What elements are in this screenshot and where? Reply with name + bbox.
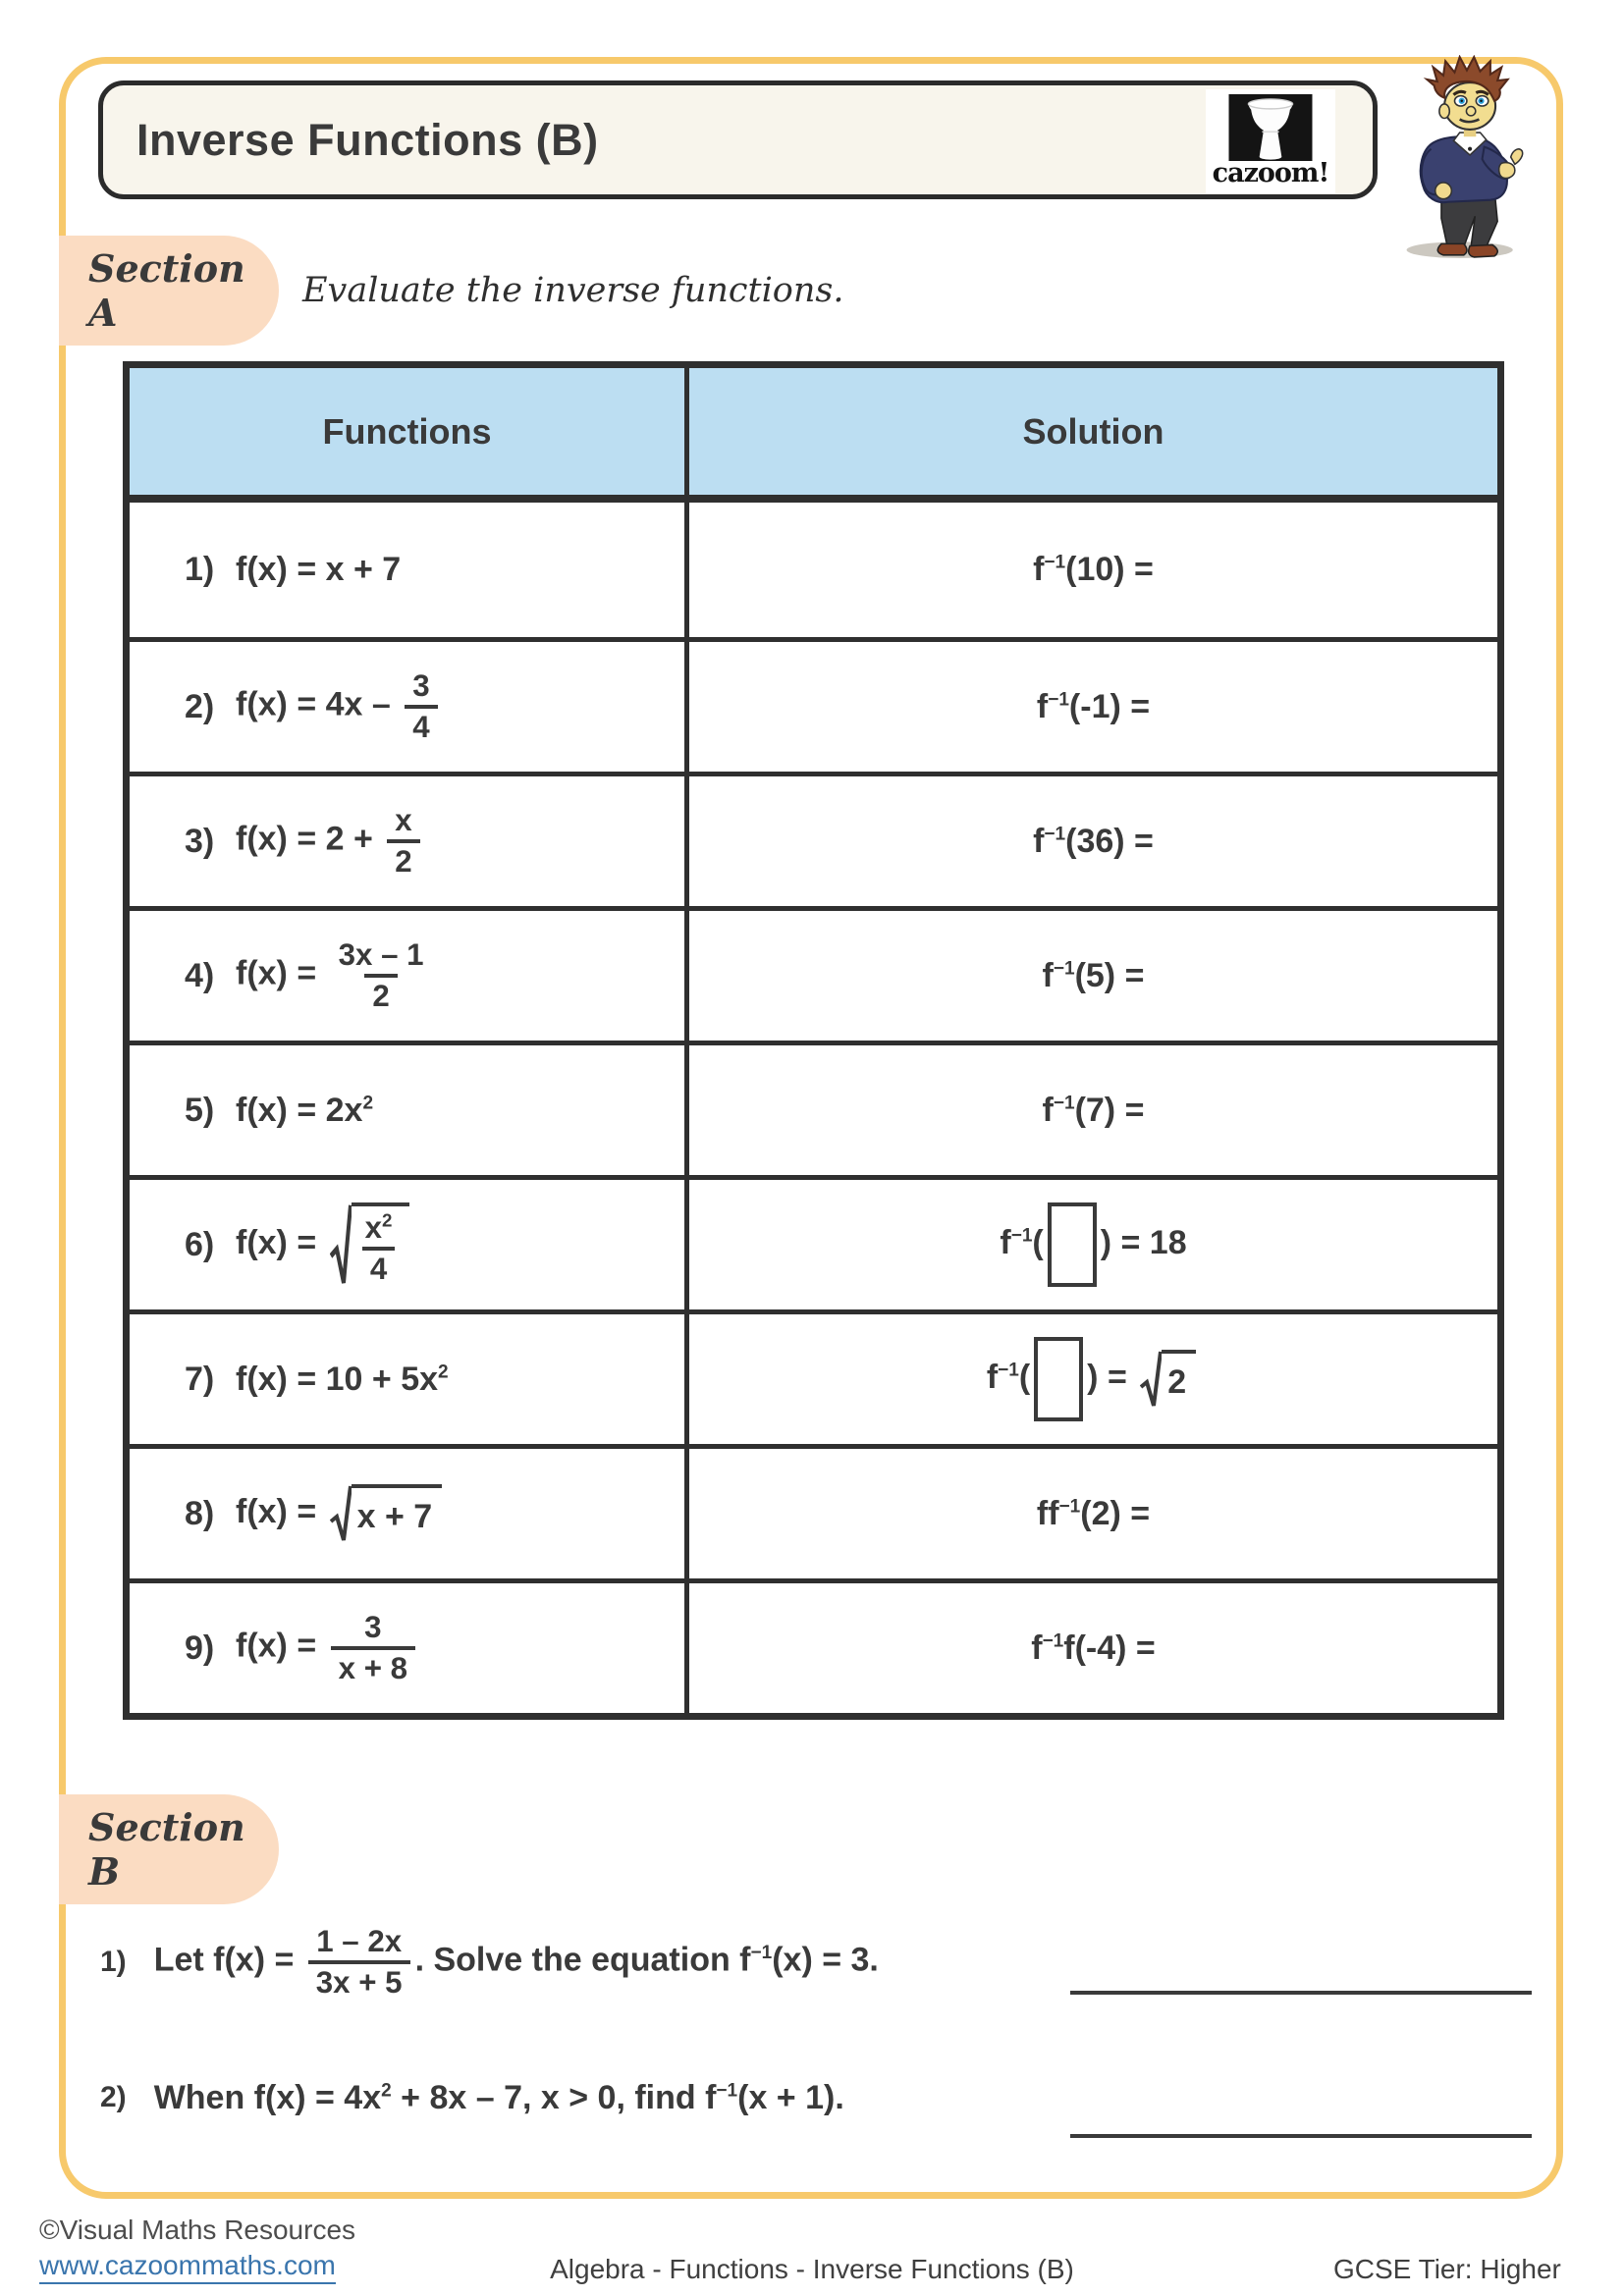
radical-icon [1140,1350,1162,1409]
math-text: f [1000,1223,1011,1261]
row-7-solution [689,1309,1497,1444]
row-9-solution [689,1578,1497,1713]
superscript: 2 [382,1209,393,1231]
math-text: . Solve the equation f [414,1941,751,1979]
math-text: f(x) = [236,954,326,992]
math-text: f(x) = 2 + [236,820,383,858]
section-b-problem-1 [100,1900,879,2023]
radicand: x + 7 [352,1484,443,1543]
fraction [331,1609,415,1686]
denominator: 3x + 5 [308,1960,410,2002]
section-a-instruction: Evaluate the inverse functions. [302,271,844,310]
numerator: x [395,803,412,838]
solution-expression [1043,1092,1145,1130]
denominator: 2 [387,839,419,881]
solution-expression [1033,823,1154,861]
row-5-solution [689,1041,1497,1175]
row-6-function [130,1175,689,1309]
question-number: 7) [185,1360,215,1398]
math-text: f [1036,687,1049,725]
solution-expression [987,1337,1200,1421]
math-text: (10) = [1065,551,1154,588]
row-9-function [130,1578,689,1713]
math-text: f(x) = [236,1492,326,1530]
denominator: 4 [405,705,437,746]
fraction [405,667,437,745]
math-text: f [986,1358,999,1396]
superscript: −1 [1010,1225,1033,1247]
sqrt-radical [1140,1350,1196,1409]
row-8-function [130,1444,689,1578]
sqrt-radical [330,1484,443,1543]
math-text: f [1033,822,1045,860]
radical-icon [330,1202,352,1287]
question-number: 4) [185,956,215,994]
row-7-function [130,1309,689,1444]
page-title: Inverse Functions (B) [136,114,599,165]
section-a-label [59,236,279,346]
question-number: 6) [185,1225,215,1263]
answer-box [1048,1202,1097,1287]
superscript: −1 [750,1943,773,1964]
math-text: (-1) = [1068,687,1151,725]
math-text: f(x) = [236,1627,326,1665]
footer-copyright: ©Visual Maths Resources [39,2215,356,2245]
answer-line-1 [1070,1991,1532,1995]
solution-expression [1043,957,1145,995]
footer-tier-label: GCSE Tier: Higher [1333,2254,1561,2284]
function-expression [236,936,437,1014]
math-text: f(-4) = [1063,1629,1156,1667]
math-text: f(x) = 2x [236,1091,363,1129]
math-text: (7) = [1074,1091,1145,1129]
numerator: 3 [364,1610,382,1645]
radical-icon [330,1484,352,1543]
denominator: x + 8 [331,1646,415,1687]
row-2-function [130,637,689,772]
radicand [352,1202,410,1287]
radicand: 2 [1162,1350,1196,1409]
sqrt-radical [330,1202,410,1287]
question-number: 3) [185,822,215,860]
superscript: −1 [1053,958,1075,980]
math-text: + 8x – 7, x > 0, find f [391,2078,717,2116]
row-6-solution [689,1175,1497,1309]
numerator: 1 – 2x [316,1923,403,1958]
superscript: −1 [998,1360,1019,1381]
fraction [387,802,419,880]
math-text: ff [1036,1494,1059,1532]
function-expression [236,802,425,880]
function-expression [236,1609,420,1686]
math-text: (36) = [1065,822,1154,860]
question-number: 1) [185,551,215,588]
solution-expression [1037,688,1150,726]
answer-line-2 [1070,2134,1532,2138]
numerator [357,1209,401,1247]
question-number: 9) [185,1629,215,1667]
row-5-function [130,1041,689,1175]
math-text: (x) = 3. [772,1941,879,1979]
superscript: −1 [1048,689,1069,711]
superscript: −1 [1044,824,1066,845]
function-expression [236,1361,449,1399]
row-3-function [130,772,689,906]
superscript: 2 [381,2080,392,2102]
row-2-solution [689,637,1497,772]
section-b-label [59,1794,279,1904]
superscript: −1 [716,2080,738,2102]
worksheet-table [123,361,1504,1720]
math-text: (5) = [1074,956,1145,994]
question-number: 2) [100,2081,127,2113]
denominator: 2 [364,974,397,1015]
math-text: x [364,1209,383,1245]
cazoom-logo [1206,89,1335,193]
numerator: 3x – 1 [338,937,424,973]
math-text: ) = 18 [1100,1223,1187,1261]
solution-expression [1000,1202,1186,1287]
math-text: (x + 1). [737,2078,844,2116]
function-expression [236,1202,413,1287]
fraction [331,936,432,1014]
solution-expression [1033,551,1154,589]
row-4-function [130,906,689,1041]
row-4-solution [689,906,1497,1041]
superscript: −1 [1042,1630,1064,1652]
math-text: f(x) = 10 + 5x [236,1360,439,1398]
row-8-solution [689,1444,1497,1578]
djembe-drum-icon [1227,94,1314,161]
logo-text: cazoom! [1212,158,1329,188]
math-text: f [1031,1629,1043,1667]
column-header-solution: Solution [689,368,1497,503]
function-expression [236,1484,446,1543]
problem-expression [154,1923,879,2001]
math-text: f [1033,551,1045,588]
function-expression [236,1092,373,1130]
superscript: −1 [1053,1093,1075,1114]
solution-expression [1031,1629,1156,1668]
superscript: −1 [1044,552,1066,573]
question-number: 1) [100,1945,127,1978]
superscript: 2 [438,1362,449,1383]
math-text: ( [1032,1223,1044,1261]
math-text: (2) = [1080,1494,1151,1532]
math-text: f [1042,1091,1054,1129]
math-text: f [1042,956,1054,994]
footer-website-link[interactable]: www.cazoommaths.com [39,2250,336,2284]
fraction [357,1209,401,1287]
question-number: 2) [185,687,215,725]
superscript: −1 [1058,1496,1081,1518]
fraction [308,1923,410,2001]
section-a-label-text: Section A [88,246,245,335]
denominator: 4 [362,1247,395,1288]
math-text: f(x) = 4x – [236,685,401,723]
question-number: 5) [185,1091,215,1129]
function-expression [236,667,443,745]
footer-worksheet-path: Algebra - Functions - Inverse Functions (B) [550,2254,1074,2284]
row-1-function [130,503,689,637]
section-b-problem-2 [100,2054,844,2142]
math-text: f(x) = x + 7 [236,551,402,588]
row-3-solution [689,772,1497,906]
column-header-functions: Functions [130,368,689,503]
title-box [98,80,1378,199]
math-text: f(x) = [236,1223,326,1261]
answer-box [1034,1337,1083,1421]
numerator: 3 [412,668,430,704]
row-1-solution [689,503,1497,637]
function-expression [236,551,401,589]
math-text: ) = [1087,1358,1137,1396]
mascot-boy-icon [1396,55,1540,259]
math-text: Let f(x) = [153,1941,303,1979]
math-text: ( [1018,1358,1031,1396]
superscript: 2 [362,1093,374,1114]
question-number: 8) [185,1494,215,1532]
math-text: When f(x) = 4x [153,2078,382,2116]
solution-expression [1037,1495,1150,1533]
problem-expression [154,2079,844,2117]
section-b-label-text: Section B [88,1805,245,1894]
